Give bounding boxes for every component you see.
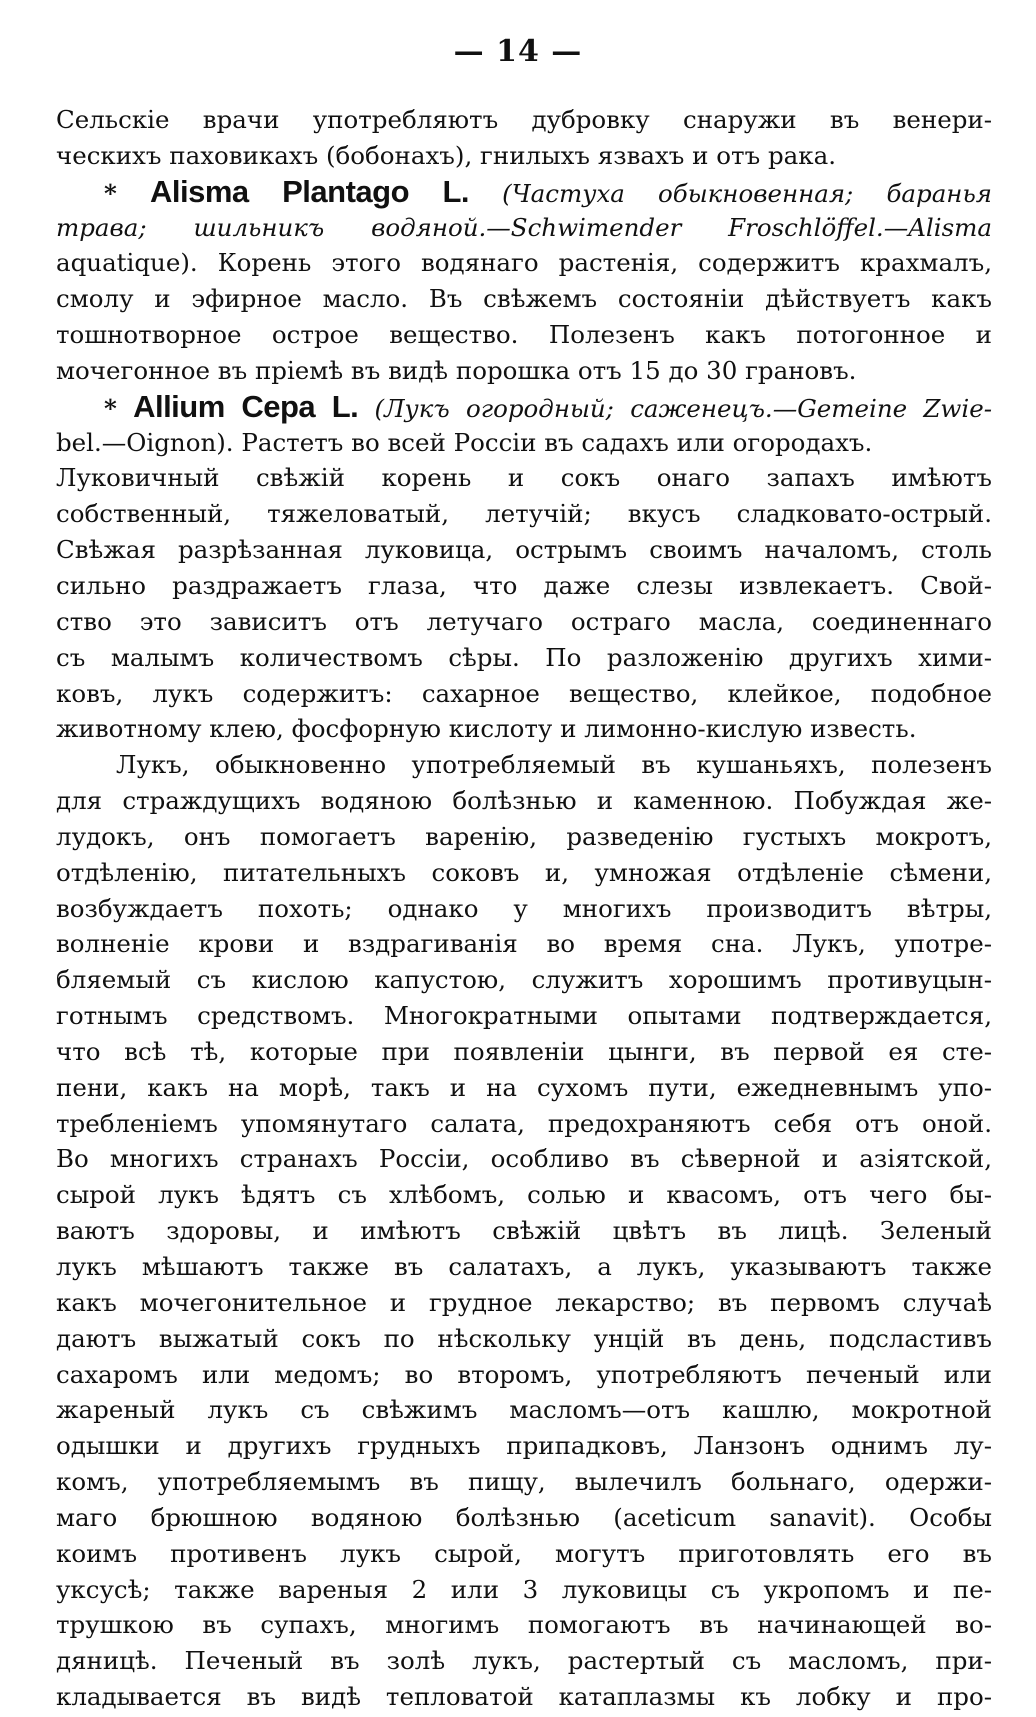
text-line: смолу и эфирное масло. Въ свѣжемъ состояніи дѣйствуетъ какъ — [56, 284, 992, 314]
text-line: что всѣ тѣ, которые при появленіи цынги, въ первой ея сте- — [56, 1036, 992, 1066]
text-line: aquatique). Корень этого водянаго растенія, содержитъ крахмалъ, — [56, 248, 992, 278]
entry-heading-alisma — [56, 174, 992, 210]
text-line: требленіемъ упомянутаго салата, предохраняютъ себя отъ оной. — [56, 1108, 992, 1138]
text-line: возбуждаетъ похоть; однако у многихъ производитъ вѣтры, — [56, 893, 992, 923]
text-line: лукъ мѣшаютъ также въ салатахъ, а лукъ, указываютъ также — [56, 1252, 992, 1281]
text-line: комъ, употребляемымъ въ пищу, вылечилъ больнаго, одержи- — [56, 1467, 992, 1497]
page-number: — 14 — — [453, 34, 583, 69]
text-line: ство это зависитъ отъ летучаго остраго масла, соединеннаго — [56, 606, 992, 636]
text-line: какъ мочегонительное и грудное лекарство; въ первомъ случаѣ — [56, 1287, 992, 1317]
text-line: сильно раздражаетъ глаза, что даже слезы извлекаетъ. Свой- — [56, 570, 992, 600]
text-line: пени, какъ на морѣ, такъ и на сухомъ пути, ежедневнымъ упо- — [56, 1072, 992, 1102]
text-line: животному клею, фосфорную кислоту и лимонно-кислую известь. — [56, 714, 917, 744]
asterisk-mark: * — [104, 178, 117, 208]
asterisk-mark: * — [104, 393, 117, 423]
text-line: лудокъ, онъ помогаетъ варенію, разведенію густыхъ мокротъ, — [56, 821, 992, 851]
text-line: жареный лукъ съ свѣжимъ масломъ—отъ кашлю, мокротной — [56, 1395, 992, 1425]
text-line: bel.—Oignon). Растетъ во всей Россіи въ садахъ или огородахъ. — [56, 427, 873, 457]
text-line: Во многихъ странахъ Россіи, особливо въ сѣверной и азіятской, — [56, 1144, 992, 1174]
body-text — [56, 102, 992, 1715]
text-line: уксусѣ; также вареныя 2 или 3 луковицы съ укропомъ и пе- — [56, 1574, 992, 1604]
text-line: бляемый съ кислою капустою, служитъ хорошимъ противуцын- — [56, 965, 992, 995]
text-line: трава; шильникъ водяной.—Schwimender Froschlöffel.—Alisma — [56, 212, 992, 242]
text-line: даютъ выжатый сокъ по нѣскольку унцій въ день, подсластивъ — [56, 1323, 992, 1353]
text-line: Свѣжая разрѣзанная луковица, острымъ своимъ началомъ, столь — [56, 535, 992, 565]
text-line: для страждущихъ водяною болѣзнью и каменною. Побуждая же- — [56, 786, 992, 816]
text-line: ковъ, лукъ содержитъ: сахарное вещество, клейкое, подобное — [56, 678, 992, 708]
common-names: (Частуха обыкновенная; баранья — [469, 178, 992, 208]
text-line: коимъ противенъ лукъ сырой, могутъ приготовлять его въ — [56, 1538, 992, 1568]
text-line: мочегонное въ пріемѣ въ видѣ порошка отъ 15 до 30 грановъ. — [56, 355, 857, 385]
text-line: ческихъ паховикахъ (бобонахъ), гнилыхъ язвахъ и отъ рака. — [56, 140, 836, 170]
text-line: съ малымъ количествомъ сѣры. По разложенію другихъ хими- — [56, 642, 992, 672]
text-line: одышки и другихъ грудныхъ припадковъ, Ланзонъ однимъ лу- — [56, 1431, 992, 1461]
text-line: Лукъ, обыкновенно употребляемый въ кушаньяхъ, полезенъ — [116, 750, 992, 780]
text-line: Луковичный свѣжій корень и сокъ онаго запахъ имѣютъ — [56, 463, 992, 493]
text-line: трушкою въ супахъ, многимъ помогаютъ въ начинающей во- — [56, 1610, 992, 1640]
text-line: кладывается въ видѣ тепловатой катаплазмы къ лобку и про- — [56, 1682, 992, 1712]
text-line: собственный, тяжеловатый, летучій; вкусъ сладковато-острый. — [56, 499, 992, 529]
text-line: сахаромъ или медомъ; во второмъ, употребляютъ печеный или — [56, 1359, 992, 1389]
text-line: Сельскіе врачи употребляютъ дубровку снаружи въ венери- — [56, 105, 992, 134]
entry-heading-allium — [56, 389, 992, 425]
text-line: ваютъ здоровы, и имѣютъ свѣжій цвѣтъ въ лицѣ. Зеленый — [56, 1216, 992, 1246]
latin-name: Allium Cepa L. — [133, 388, 359, 424]
text-line: готнымъ средствомъ. Многократными опытами подтверждается, — [56, 1001, 992, 1031]
latin-name: Alisma Plantago L. — [149, 173, 470, 209]
common-names: (Лукъ огородный; саженецъ.—Gemeine Zwie- — [358, 393, 992, 423]
text-line: дяницѣ. Печеный въ золѣ лукъ, растертый съ масломъ, при- — [56, 1646, 992, 1676]
text-line: тошнотворное острое вещество. Полезенъ какъ потогонное и — [56, 320, 992, 350]
text-line: сырой лукъ ѣдятъ съ хлѣбомъ, солью и квасомъ, отъ чего бы- — [56, 1180, 992, 1210]
text-line: маго брюшною водяною болѣзнью (aceticum sanavit). Особы — [56, 1502, 992, 1532]
text-line: волненіе крови и вздрагиванія во время сна. Лукъ, употре- — [56, 929, 992, 959]
text-line: отдѣленію, питательныхъ соковъ и, умножая отдѣленіе сѣмени, — [56, 857, 992, 887]
